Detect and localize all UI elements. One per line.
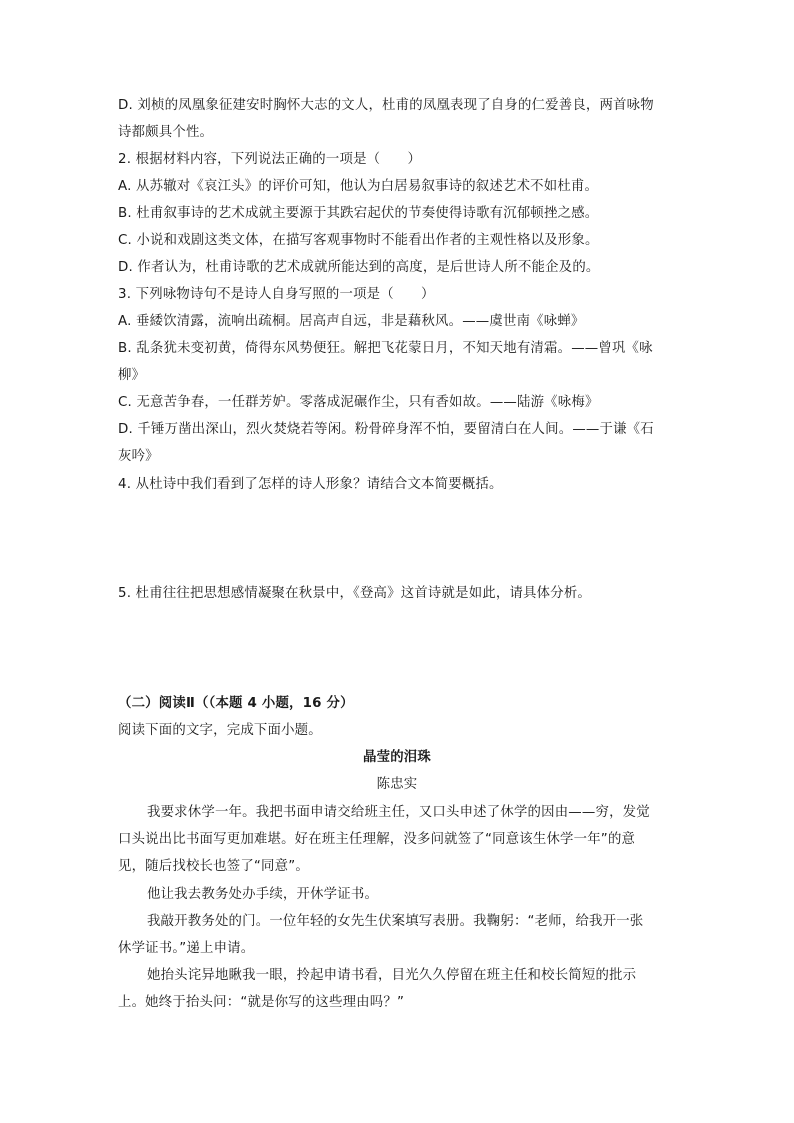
article-title: 晶莹的泪珠 [363, 750, 431, 765]
q2-option-c: C. 小说和戏剧这类文体，在描写客观事物时不能看出作者的主观性格以及形象。 [118, 233, 599, 248]
q2-option-a: A. 从苏辙对《哀江头》的评价可知，他认为白居易叙事诗的叙述艺术不如杜甫。 [118, 179, 599, 194]
q2-option-d: D. 作者认为，杜甫诗歌的艺术成就所能达到的高度，是后世诗人所不能企及的。 [118, 260, 600, 275]
q1-option-d-line2: 诗都颇具个性。 [118, 125, 214, 140]
q3-option-b-line2: 柳》 [118, 368, 146, 383]
article-paragraph-line: 上。她终于抬头问：“就是你写的这些理由吗？” [118, 995, 405, 1010]
article-paragraph-line: 他让我去教务处办手续，开休学证书。 [147, 887, 379, 902]
article-author: 陈忠实 [376, 777, 418, 792]
q3-option-c: C. 无意苦争春，一任群芳妒。零落成泥碾作尘，只有香如故。——陆游《咏梅》 [118, 395, 599, 410]
q2-option-b: B. 杜甫叙事诗的艺术成就主要源于其跌宕起伏的节奏使得诗歌有沉郁顿挫之感。 [118, 206, 599, 221]
section2-instruction: 阅读下面的文字，完成下面小题。 [118, 723, 322, 738]
q3-option-d-line2: 灰吟》 [118, 449, 159, 464]
section2-heading: （二）阅读Ⅱ（（本题 4 小题，16 分） [118, 696, 354, 711]
article-paragraph-line: 见，随后找校长也签了“同意”。 [118, 859, 309, 874]
article-paragraph-line: 我敲开教务处的门。一位年轻的女先生伏案填写表册。我鞠躬：“老师，给我开一张 [147, 914, 644, 929]
q3-option-d-line1: D. 千锤万凿出深山，烈火焚烧若等闲。粉骨碎身浑不怕，要留清白在人间。——于谦《石 [118, 422, 654, 437]
q2-stem: 2. 根据材料内容，下列说法正确的一项是（ ） [118, 152, 422, 167]
article-paragraph-line: 她抬头诧异地瞅我一眼，拎起申请书看，目光久久停留在班主任和校长简短的批示 [147, 968, 637, 983]
article-paragraph-line: 休学证书。”递上申请。 [118, 941, 255, 956]
q3-stem: 3. 下列咏物诗句不是诗人自身写照的一项是（ ） [118, 287, 435, 302]
q1-option-d-line1: D. 刘桢的凤凰象征建安时胸怀大志的文人，杜甫的凤凰表现了自身的仁爱善良，两首咏物 [118, 98, 654, 113]
q3-option-b-line1: B. 乱条犹未变初黄，倚得东风势便狂。解把飞花蒙日月，不知天地有清霜。——曾巩《咏 [118, 341, 653, 356]
article-paragraph-line: 我要求休学一年。我把书面申请交给班主任，又口头申述了休学的因由——穷，发觉 [147, 805, 650, 820]
q3-option-a: A. 垂緌饮清露，流响出疏桐。居高声自远，非是藉秋风。——虞世南《咏蝉》 [118, 314, 585, 329]
article-paragraph-line: 口头说出比书面写更加难堪。好在班主任理解，没多问就签了“同意该生休学一年”的意 [118, 832, 636, 847]
q5-stem: 5. 杜甫往往把思想感情凝聚在秋景中，《登高》这首诗就是如此，请具体分析。 [118, 586, 592, 601]
q4-stem: 4. 从杜诗中我们看到了怎样的诗人形象？请结合文本简要概括。 [118, 477, 503, 492]
